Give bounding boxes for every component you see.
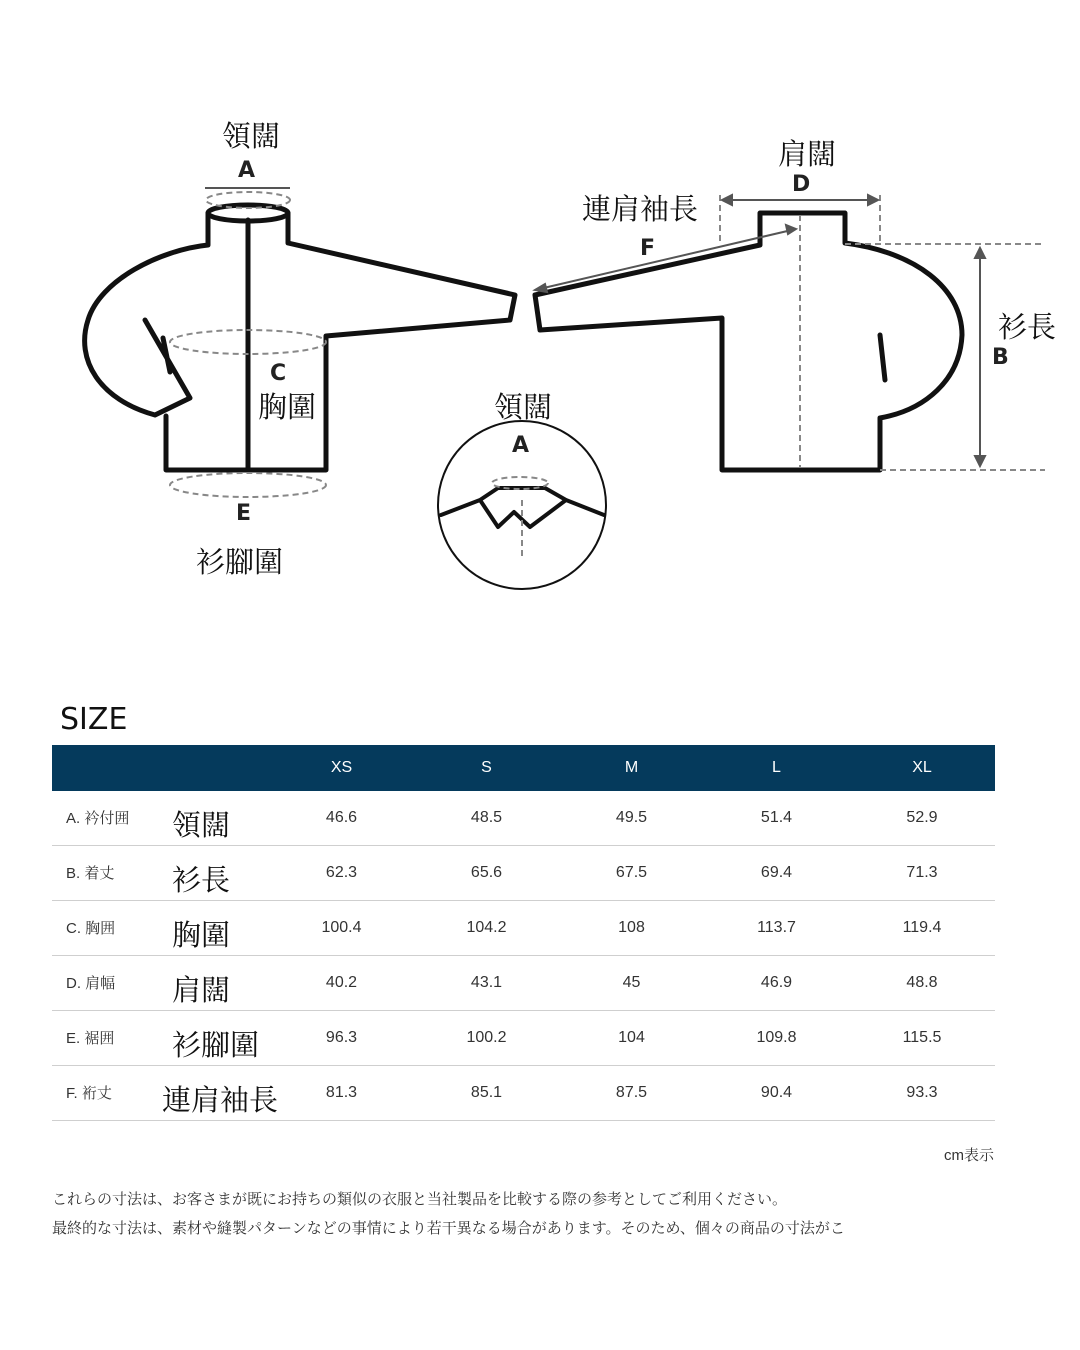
row-label-zh: 領闊 [172,808,231,842]
cell: 87.5 [559,1066,704,1121]
row-label [52,901,269,956]
row-label [52,846,269,901]
cell: 71.3 [849,846,995,901]
cell: 48.5 [414,791,559,846]
cell: 109.8 [704,1011,849,1066]
table-row [52,791,995,846]
table-row [52,901,995,956]
table-row [52,846,995,901]
back-jacket-outline [535,213,962,470]
table-row [52,1011,995,1066]
cell: 65.6 [414,846,559,901]
cell: 69.4 [704,846,849,901]
row-label-jp: F. 裄丈 [66,1085,112,1102]
row-label-jp: D. 肩幅 [66,975,116,992]
header-xl: XL [849,745,995,791]
row-label-jp: C. 胸囲 [66,920,116,937]
cell: 46.9 [704,956,849,1011]
cell: 90.4 [704,1066,849,1121]
cell: 67.5 [559,846,704,901]
cell: 51.4 [704,791,849,846]
cell: 100.4 [269,901,414,956]
row-label [52,791,269,846]
row-label-jp: A. 衿付囲 [66,810,130,827]
note-line-1: これらの寸法は、お客さまが既にお持ちの類似の衣服と当社製品を比較する際の参考としてご利用ください。 [52,1190,788,1208]
size-table [52,745,995,1121]
row-label-jp: B. 着丈 [66,865,115,882]
table-row [52,1066,995,1121]
cell: 46.6 [269,791,414,846]
label-sleeve: 連肩袖長 [582,192,699,226]
letter-b: B [992,345,1009,370]
back-vent [880,335,885,380]
unit-label: cm表示 [944,1147,994,1164]
row-label-jp: E. 裾囲 [66,1030,115,1047]
letter-a-front: A [238,158,256,183]
row-label [52,956,269,1011]
row-label-zh: 衫腳圍 [172,1028,260,1062]
cell: 96.3 [269,1011,414,1066]
cell: 93.3 [849,1066,995,1121]
cell: 81.3 [269,1066,414,1121]
label-shoulder: 肩闊 [778,137,837,171]
row-label-zh: 胸圍 [172,918,231,952]
hem-measure [170,473,326,497]
cell: 100.2 [414,1011,559,1066]
cell: 104 [559,1011,704,1066]
cell: 85.1 [414,1066,559,1121]
label-collar-front: 領闊 [222,119,281,153]
table-header-row [52,745,995,791]
letter-e: E [236,501,252,526]
label-length: 衫長 [998,310,1057,344]
cell: 43.1 [414,956,559,1011]
header-label [52,745,269,791]
row-label-zh: 連肩袖長 [162,1083,279,1117]
cell: 115.5 [849,1011,995,1066]
table-row [52,956,995,1011]
cell: 52.9 [849,791,995,846]
label-collar-inset: 領闊 [494,390,553,424]
garment-diagram [0,0,1080,640]
cell: 49.5 [559,791,704,846]
header-s: S [414,745,559,791]
sleeve-arrow-f [535,229,796,290]
row-label [52,1066,279,1121]
header-m: M [559,745,704,791]
letter-d: D [792,172,811,197]
cell: 62.3 [269,846,414,901]
cell: 108 [559,901,704,956]
cell: 119.4 [849,901,995,956]
front-jacket-outline [85,213,515,470]
label-chest: 胸圍 [258,390,317,424]
header-l: L [704,745,849,791]
letter-a-inset: A [512,433,530,458]
letter-f: F [640,236,656,261]
cell: 113.7 [704,901,849,956]
cell: 48.8 [849,956,995,1011]
cell: 104.2 [414,901,559,956]
header-xs: XS [269,745,414,791]
size-title: SIZE [60,702,128,737]
cell: 45 [559,956,704,1011]
row-label-zh: 衫長 [172,863,231,897]
row-label-zh: 肩闊 [172,973,231,1007]
note-line-2: 最終的な寸法は、素材や縫製パターンなどの事情により若干異なる場合があります。そのため、個々の商品の寸法がこ [52,1219,845,1237]
letter-c: C [270,361,287,386]
garment-drawing [0,0,1080,640]
cell: 40.2 [269,956,414,1011]
row-label [52,1011,269,1066]
label-hem: 衫腳圍 [196,545,284,579]
